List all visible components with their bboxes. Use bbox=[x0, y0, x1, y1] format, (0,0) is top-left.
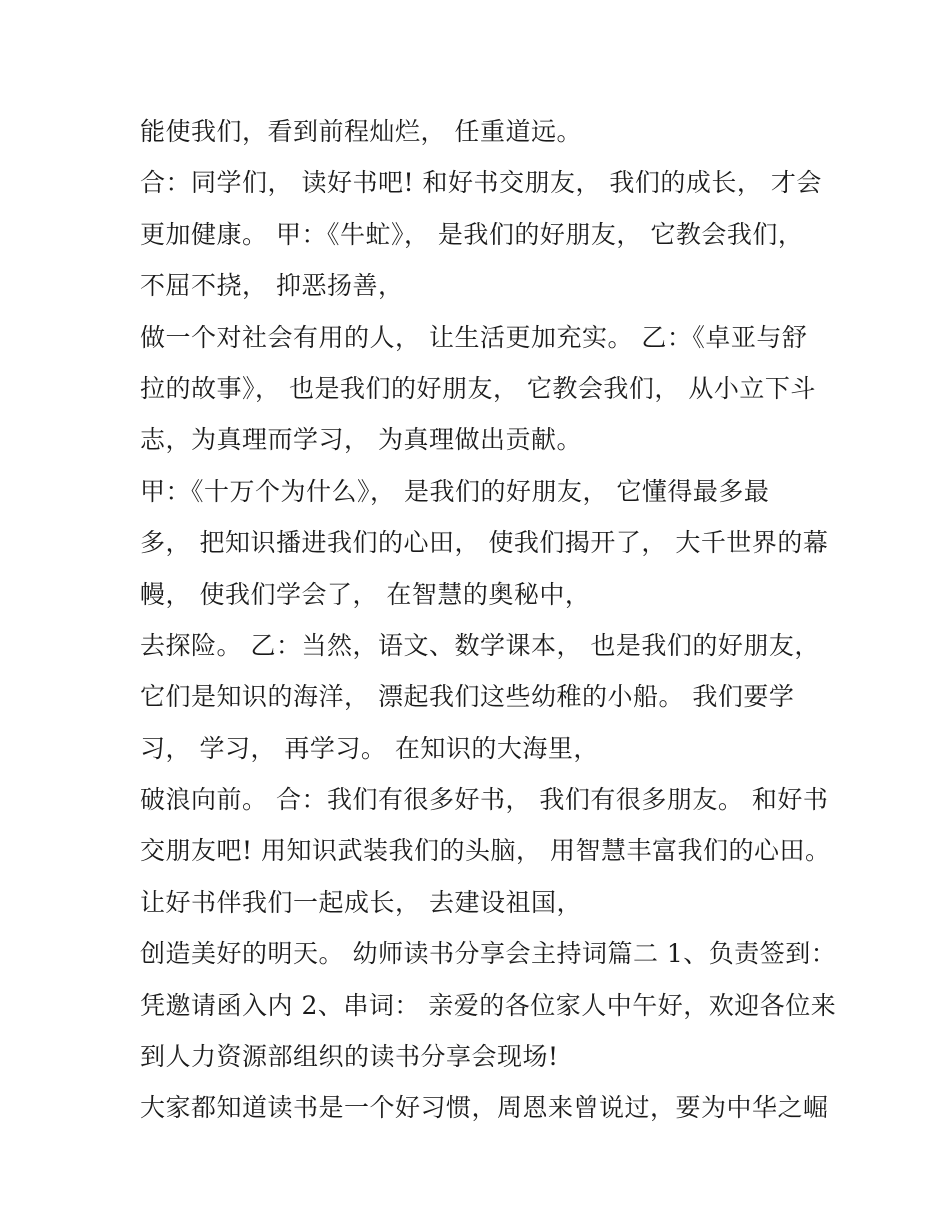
text-line: 破浪向前。 合：我们有很多好书， 我们有很多朋友。 和好书 bbox=[140, 785, 829, 815]
text-line: 去探险。 乙：当然，语文、数学课本， 也是我们的好朋友， bbox=[140, 630, 820, 660]
text-line: 让好书伴我们一起成长， 去建设祖国， bbox=[140, 887, 582, 917]
text-line: 交朋友吧! 用知识武装我们的头脑， 用智慧丰富我们的心田。 bbox=[140, 836, 831, 866]
text-line: 凭邀请函入内 2、串词： 亲爱的各位家人中午好，欢迎各位来 bbox=[140, 990, 837, 1020]
text-line: 甲：《十万个为什么》， 是我们的好朋友， 它懂得最多最 bbox=[140, 476, 770, 506]
text-line: 幔， 使我们学会了， 在智慧的奥秘中， bbox=[140, 579, 591, 609]
text-line: 大家都知道读书是一个好习惯，周恩来曾说过，要为中华之崛 bbox=[140, 1093, 829, 1123]
text-line: 不屈不挠， 抑恶扬善， bbox=[140, 271, 404, 301]
text-line: 创造美好的明天。 幼师读书分享会主持词篇二 1、负责签到： bbox=[140, 939, 837, 969]
text-line: 拉的故事》， 也是我们的好朋友， 它教会我们， 从小立下斗 bbox=[140, 373, 816, 403]
text-line: 志，为真理而学习， 为真理做出贡献。 bbox=[140, 425, 582, 455]
text-line: 做一个对社会有用的人， 让生活更加充实。 乙：《卓亚与舒 bbox=[140, 322, 808, 352]
body-text bbox=[140, 106, 837, 1134]
text-line: 更加健康。 甲：《牛虻》， 是我们的好朋友， 它教会我们， bbox=[140, 219, 804, 249]
text-line: 能使我们，看到前程灿烂， 任重道远。 bbox=[140, 117, 582, 146]
text-line: 多， 把知识播进我们的心田， 使我们揭开了， 大千世界的幕 bbox=[140, 528, 829, 558]
text-line: 到人力资源部组织的读书分享会现场! bbox=[140, 1042, 559, 1072]
text-line: 习， 学习， 再学习。 在知识的大海里， bbox=[140, 733, 599, 763]
text-line: 它们是知识的海洋， 漂起我们这些幼稚的小船。 我们要学 bbox=[140, 682, 795, 712]
text-line: 合：同学们， 读好书吧! 和好书交朋友， 我们的成长， 才会 bbox=[140, 168, 822, 198]
